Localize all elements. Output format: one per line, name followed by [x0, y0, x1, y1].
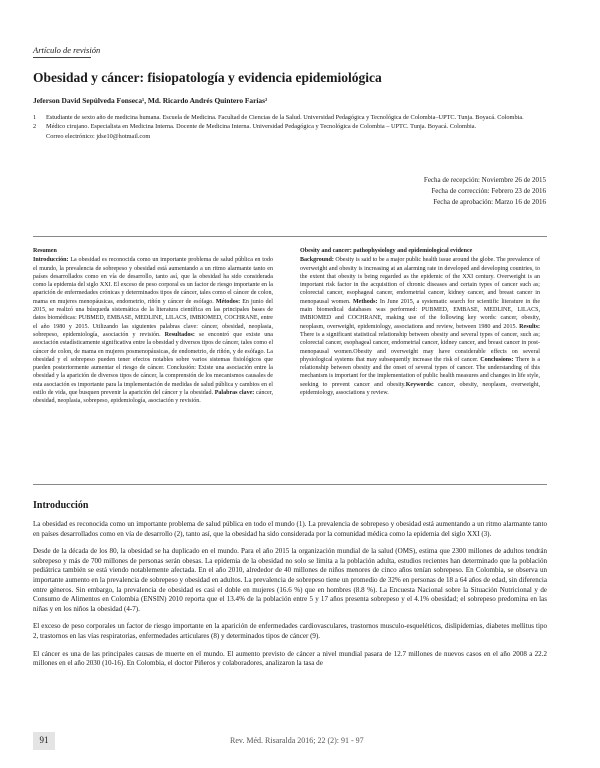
paragraph: El exceso de peso corporales un factor de riesgo importante en la aparición de enfermedades cardiovasculares, trastornos musculo-esqueléticos, dislipidemias, diabetes mellitus tipo 2, trastornos en las vías respiratorias, enfermedades articulares (8) y determinados tipos de cáncer (9).: [33, 622, 547, 640]
affiliation-number: 2: [33, 123, 37, 131]
email-line: [33, 132, 553, 141]
affiliations: [33, 113, 553, 141]
email-text: Correo electrónico: jdse10@hotmail.com: [46, 132, 151, 140]
abstract-column: [300, 247, 540, 397]
affiliation-number: 1: [33, 114, 37, 121]
date-corrected: Fecha de corrección: Febrero 23 de 2016: [431, 187, 546, 195]
section-divider: [33, 484, 547, 485]
header-rule: [33, 57, 91, 58]
intro-heading: Introducción: [33, 500, 89, 511]
journal-citation: Rev. Méd. Risaralda 2016; 22 (2): 91 - 97: [230, 736, 364, 745]
resumen-column: [33, 247, 273, 406]
page-number: 91: [39, 735, 49, 745]
resumen-heading: Resumen: [33, 248, 57, 254]
paragraph: La obesidad es reconocida como un importante problema de salud pública en todo el mundo (1). La prevalencia de sobrepeso y obesidad está aumentando a un ritmo alarmante tanto en países desarrollados como en vía de desarrollo (2), tanto así, que la obesidad ha sido considerada por la comunidad médica como la epidemia del siglo XXI (3).: [33, 520, 547, 538]
section-label: Artículo de revisión: [33, 45, 101, 55]
affiliation-text: Médico cirujano. Especialista en Medicina Interna. Docente de Medicina Interna. Universidad Pedagógica y Tecnológica de Colombia – UPTC. Tunja. Boyacá. Colombia.: [46, 123, 477, 131]
resumen-text: Introducción: La obesidad es reconocida como un importante problema de salud pública en todo el mundo, la prevalencia de sobrepeso y obesidad está aumentando a un ritmo alarmante tanto en países desarrollados como en vía de desarrollo, tanto así, que la obesidad ha sido considerada como la epidemia del siglo XXI. El exceso de peso corporal es un factor de riesgo importante en la aparición de enfermedades crónicas y determinados tipos de cáncer, tales como el cáncer de colon, mama en mujeres menopáusicas, endometrio, riñón y cáncer de esófago. Métodos: En junio del 2015, se realizó una búsqueda sistemática de la literatura científica en las principales bases de datos biomédicas: PUBMED, EMBASE, MEDLINE, LILACS, IMBIOMED, COCHRANE, entre el año 1980 y 2015. Utilizando las siguientes palabras clave: cáncer, obesidad, neoplasia, sobrepeso, epidemiología, asociación y revisión. Resultados: se encontró que existe una asociación estadísticamente significativa entre la obesidad y diversos tipos de cáncer, tales como el cáncer de colon, de mama en mujeres posmenopáusicas, de endometrio, de riñón, y de esófago. La obesidad y el sobrepeso pueden tener efectos notables sobre varios sistemas fisiológicos que pueden posteriormente aumentar el riesgo de cáncer. Conclusión: Existe una asociación entre la obesidad y la aparición de diversos tipos de cáncer, la comprensión de los mecanismos causales de esta asociación es importante para la implementación de medidas de salud pública y cambios en el estilo de vida, que busquen prevenir la aparición del cáncer y la obesidad. Palabras clave: cáncer, obesidad, neoplasia, sobrepeso, epidemiología, asociación y revisión.: [33, 257, 273, 405]
date-approved: Fecha de aprobación: Marzo 16 de 2016: [433, 198, 546, 206]
date-received: Fecha de recepción: Noviembre 26 de 2015: [423, 176, 546, 184]
section-divider: [33, 236, 547, 237]
affiliation-item: [33, 122, 553, 131]
paragraph: Desde de la década de los 80, la obesidad se ha duplicado en el mundo. Para el año 2015 la organización mundial de la salud (OMS), estima que 2300 millones de adultos tendrán sobrepeso y más de 700 millones de personas serán obesas. La epidemia de la obesidad no solo se limita a la población adulta, estudios recientes han determinado que la población pediátrica también se está viendo notablemente afectada. En el año 2010, alrededor de 40 millones de niños menores de cinco años tenían sobrepeso. En Colombia, se observa un importante aumento en la prevalencia de sobrepeso y obesidad en adultos. La prevalencia de sobrepeso tiene un promedio de 32% en personas de 18 a 64 años de edad, sin diferencia entre géneros. Sin embargo, la prevalencia de obesidad es casi el doble en mujeres (16.6 %) que en hombres (8.8 %). La Encuesta Nacional sobre la Situación Nutricional y de Consumo de Alimentos en Colombia (ENSIN) 2010 reporta que el 13.4% de la población entre 5 y 17 años presenta sobrepeso y el 4.1% obesidad; el sobrepeso predomina en las niñas y en los niños la obesidad (4-7).: [33, 547, 547, 613]
article-title: Obesidad y cáncer: fisiopatología y evidencia epidemiológica: [33, 70, 382, 85]
abstract-heading: Obesity and cancer: pathophysiology and epidemiological evidence: [300, 248, 473, 254]
authors: Jeferson David Sepúlveda Fonseca¹, Md. Ricardo Andrés Quintero Farías²: [33, 96, 268, 105]
article-dates: [424, 175, 546, 208]
affiliation-text: Estudiante de sexto año de medicina humana. Escuela de Medicina. Facultad de Ciencias de la Salud. Universidad Pedagógica y Tecnológica de Colombia–UPTC. Tunja. Boyacá. Colombia.: [46, 114, 524, 121]
affiliation-item: [33, 113, 553, 122]
paragraph: El cáncer es una de las principales causas de muerte en el mundo. El aumento previsto de cáncer a nivel mundial pasara de 12.7 millones de nuevos casos en el año 2008 a 22.2 millones en el año 2030 (10-16). En Colombia, el doctor Piñeros y colaboradores, analizaron la tasa de: [33, 649, 547, 668]
abstract-text: Background: Obesity is said to be a major public health issue around the globe. The prevalence of overweight and obesity is increasing at an alarming rate in developed and developing countries, to the extent that obesity is being regarded as the epidemic of the XXI century. Overweight is an important risk factor in the acquisition of chronic diseases and certain types of cancer such as; colorectal cancer, esophageal cancer, endometrial cancer, kidney cancer, and breast cancer in menopausal women. Methods: In June 2015, a systematic search for scientific literature in the main biomedical databases was performed: PUBMED, EMBASE, MEDLINE, LILACS, IMBIOMED and COCHRANE, making use of the following key words: cancer, obesity, neoplasm, overweight, epidemiology, associations and review, between 1980 and 2015. Results: There is a significant statistical relationship between obesity and several types of cancer, such as; colorectal cancer, esophageal cancer, endometrial cancer, kidney cancer, and breast cancer in post-menopausal women.Obesity and overweight may have considerable effects on several physiological systems that may subsequently increase the risk of cancer. Conclusions: There is a relationship between obesity and the onset of several types of cancer. The understanding of this mechanism is important for the implementation of public health measures and changes in life style, seeking to prevent cancer and obesity.Keywords: cancer, obesity, neoplasm, overweight, epidemiology, associations y review.: [300, 257, 541, 397]
intro-body: [33, 520, 547, 677]
